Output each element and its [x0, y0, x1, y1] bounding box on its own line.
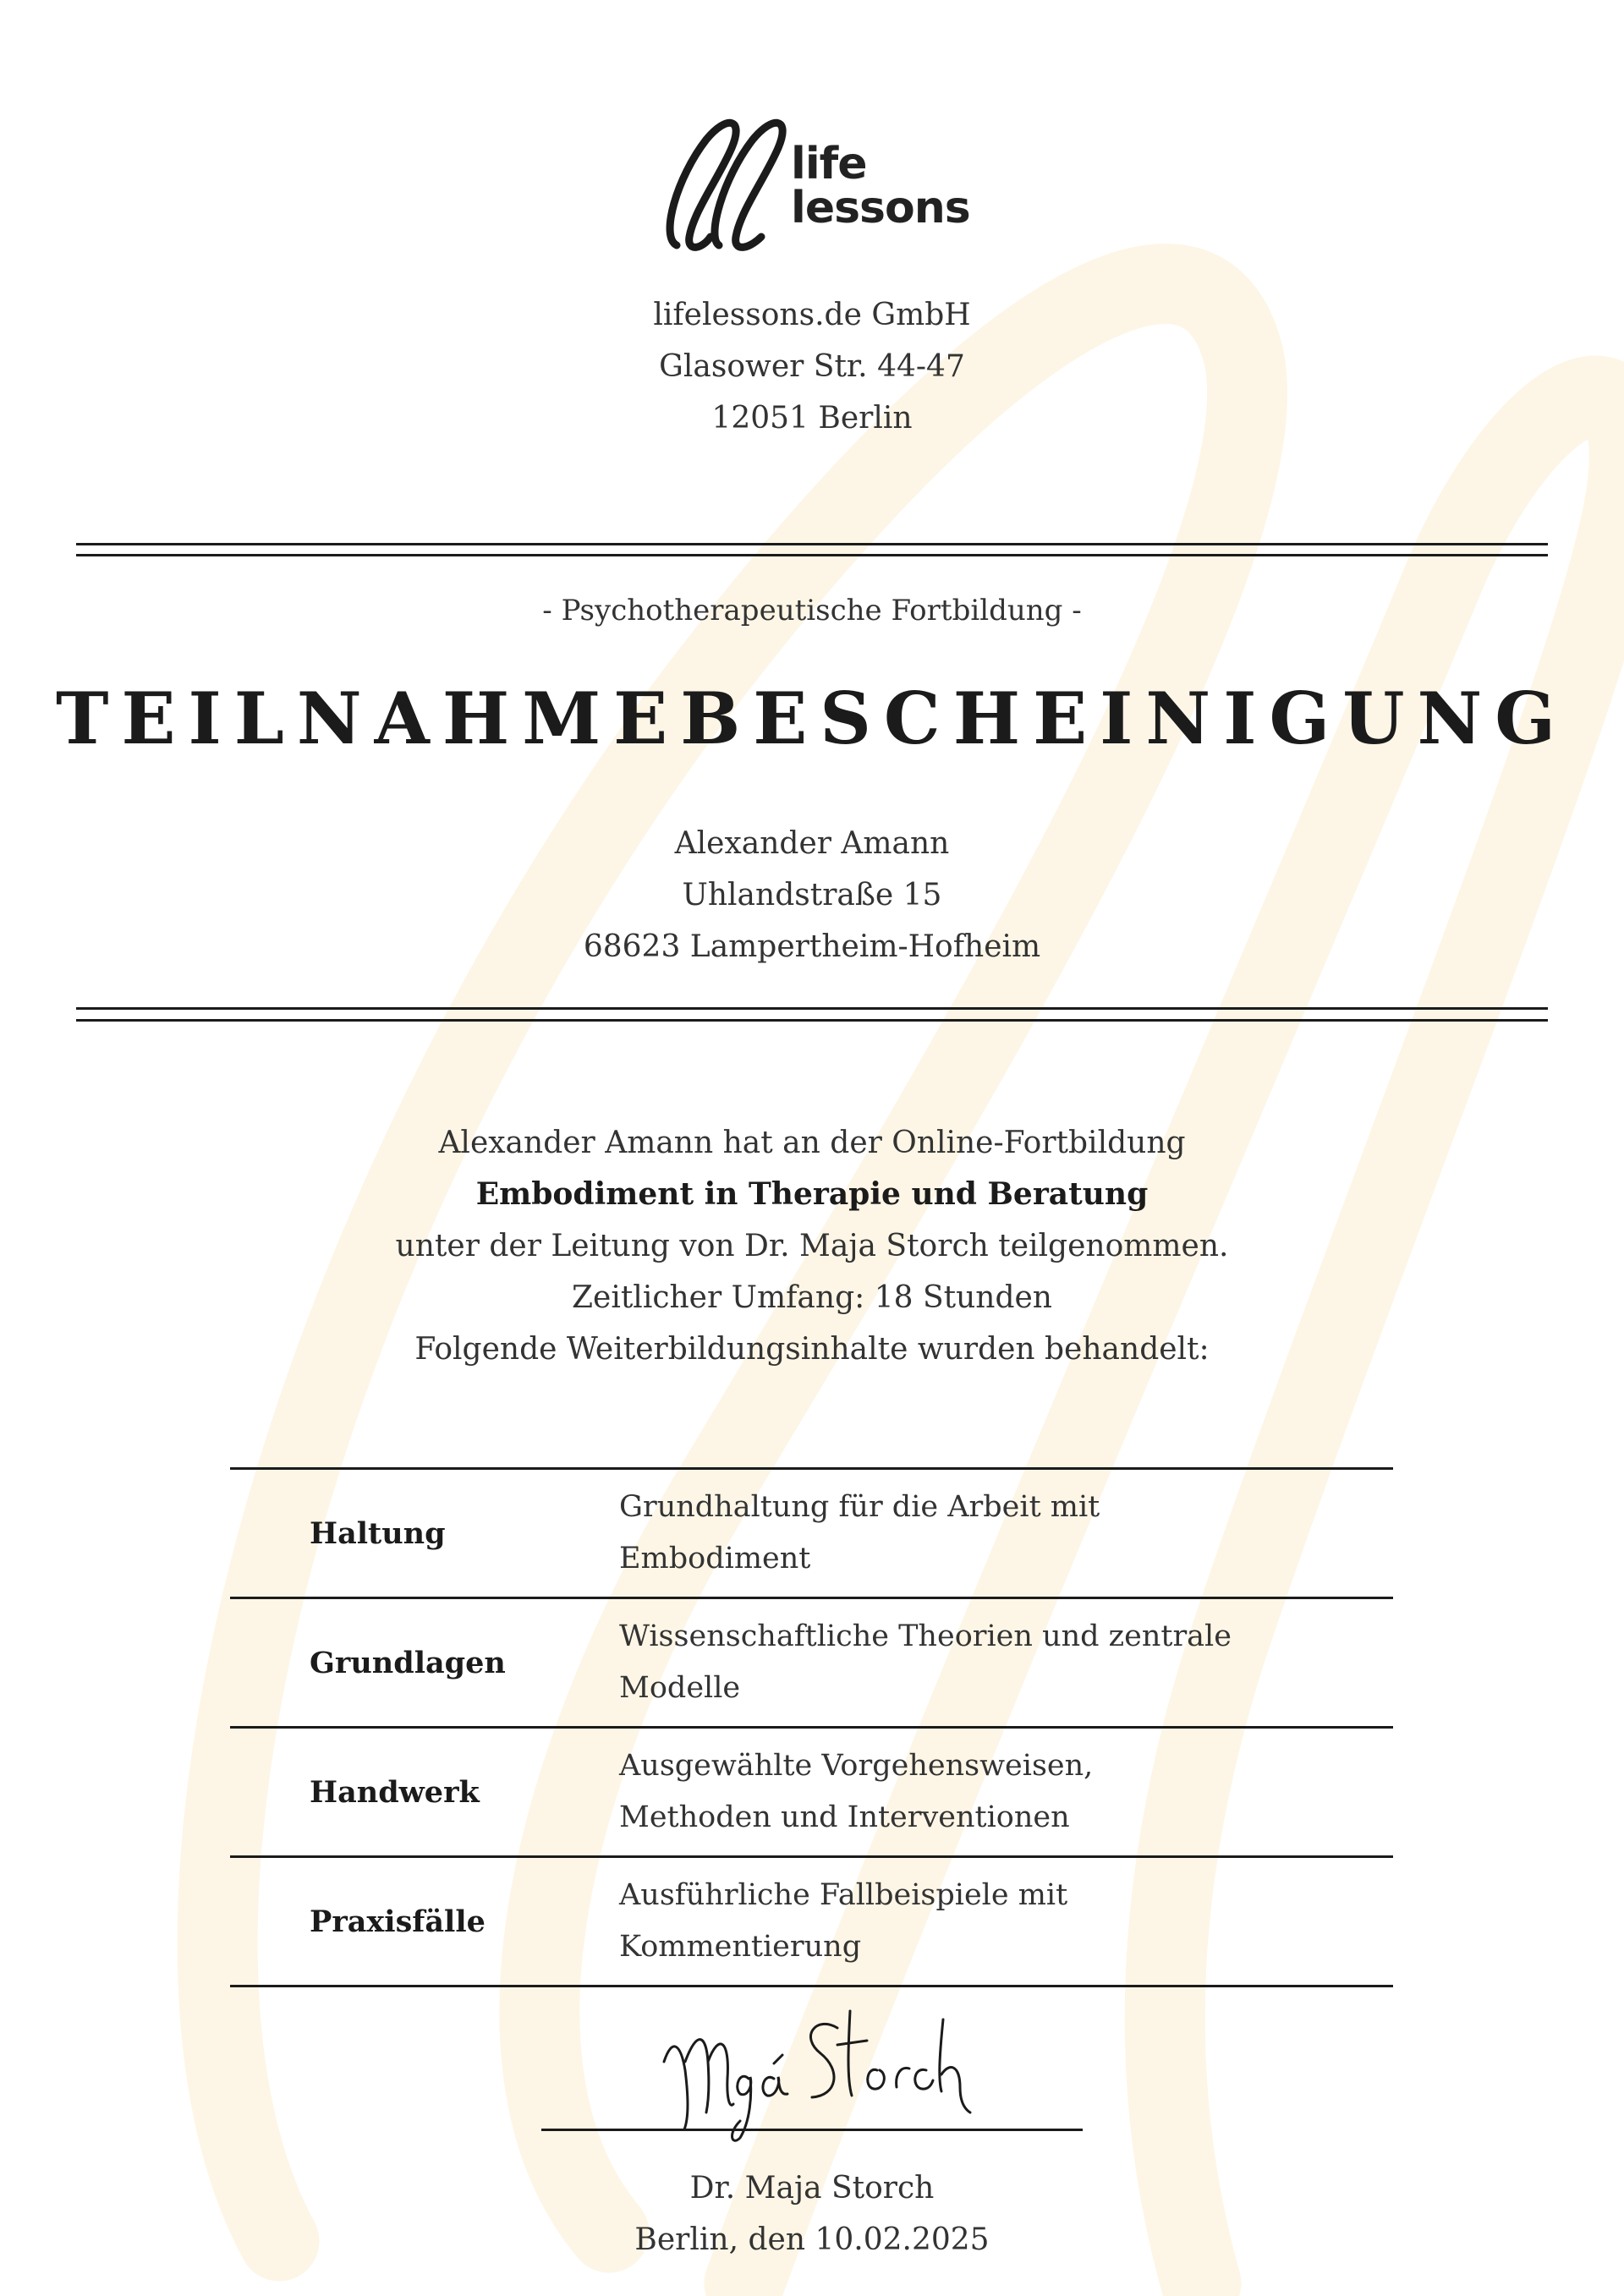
topic-name: Grundlagen: [230, 1598, 619, 1728]
topic-description: [619, 1469, 1393, 1598]
top-rule-1: [76, 543, 1548, 545]
table-row: [230, 1469, 1393, 1598]
table-row: [230, 1728, 1393, 1857]
body-line-5: Folgende Weiterbildungsinhalte wurden behandelt:: [414, 1332, 1210, 1367]
topic-desc-line: Ausführliche Fallbeispiele mit: [619, 1878, 1068, 1912]
certificate-subtitle: - Psychotherapeutische Fortbildung -: [542, 594, 1082, 627]
issuer-company: lifelessons.de GmbH: [653, 298, 971, 332]
topic-name: Praxisfälle: [230, 1857, 619, 1986]
recipient-address: [0, 818, 1624, 973]
topic-description: [619, 1728, 1393, 1857]
topic-desc-line: Modelle: [619, 1671, 741, 1705]
topic-desc-line: Ausgewählte Vorgehensweisen,: [619, 1749, 1094, 1783]
handwritten-signature: [656, 2003, 977, 2146]
issuer-street: Glasower Str. 44-47: [659, 349, 965, 384]
issuer-city: 12051 Berlin: [711, 401, 913, 436]
topic-desc-line: Methoden und Interventionen: [619, 1800, 1070, 1834]
table-row: [230, 1857, 1393, 1986]
topic-name: Handwerk: [230, 1728, 619, 1857]
course-title: Embodiment in Therapie und Beratung: [475, 1176, 1149, 1212]
body-line-1: Alexander Amann hat an der Online-Fortbildung: [438, 1126, 1186, 1160]
place-date: Berlin, den 10.02.2025: [634, 2222, 990, 2257]
table-row: [230, 1598, 1393, 1728]
certificate-body: [0, 1117, 1624, 1375]
signature-line: [541, 2129, 1083, 2131]
topic-desc-line: Kommentierung: [619, 1930, 862, 1964]
logo-word-lessons: lessons: [791, 183, 970, 233]
topic-description: [619, 1857, 1393, 1986]
certificate-title: TEILNAHMEBESCHEINIGUNG: [55, 677, 1569, 760]
issuer-address: [0, 289, 1624, 444]
signer-name: Dr. Maja Storch: [689, 2171, 935, 2206]
mid-rule-1: [76, 1007, 1548, 1010]
topic-desc-line: Embodiment: [619, 1542, 811, 1575]
signer-block: [0, 2162, 1624, 2266]
topics-table: [230, 1467, 1393, 1987]
logo-wordmark: [791, 139, 970, 233]
recipient-street: Uhlandstraße 15: [682, 878, 942, 912]
topic-desc-line: Grundhaltung für die Arbeit mit: [619, 1490, 1100, 1524]
topic-description: [619, 1598, 1393, 1728]
topic-desc-line: Wissenschaftliche Theorien und zentrale: [619, 1619, 1232, 1653]
body-line-4: Zeitlicher Umfang: 18 Stunden: [572, 1280, 1052, 1315]
recipient-name: Alexander Amann: [674, 826, 950, 861]
mid-rule-2: [76, 1019, 1548, 1022]
top-rule-2: [76, 554, 1548, 556]
body-line-3: unter der Leitung von Dr. Maja Storch teilgenommen.: [395, 1229, 1229, 1263]
topic-name: Haltung: [230, 1469, 619, 1598]
logo-word-life: life: [791, 139, 867, 189]
recipient-city: 68623 Lampertheim-Hofheim: [583, 929, 1041, 964]
